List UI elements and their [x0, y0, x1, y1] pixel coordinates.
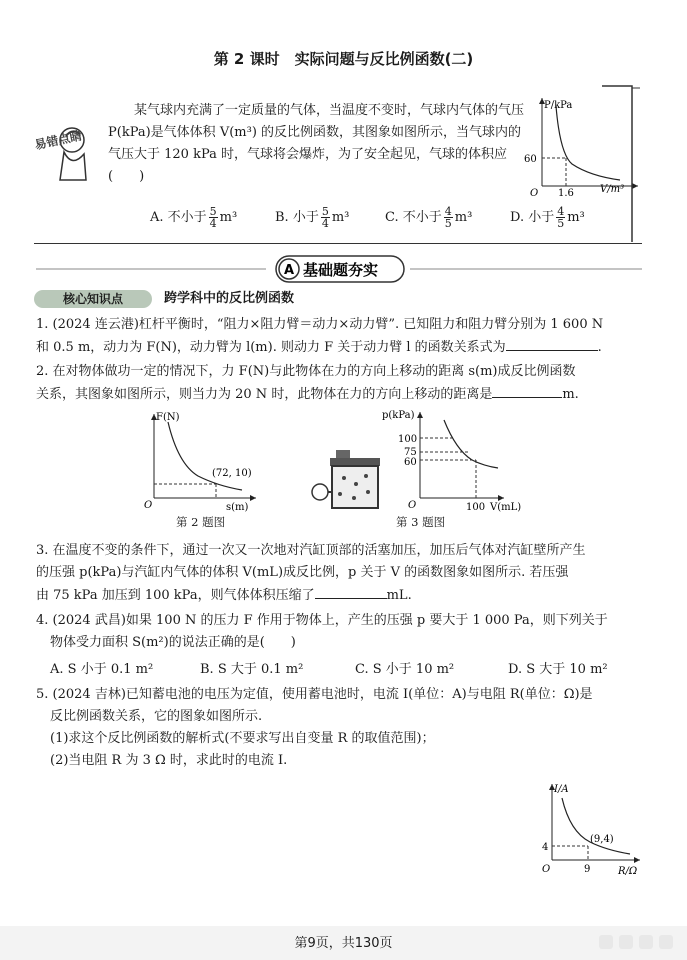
question-1: 1. (2024 连云港)杠杆平衡时，“阻力×阻力臂＝动力×动力臂”. 已知阻力和阻力臂分别为 1 600 N 和 0.5 m，动力为 F(N)，动力臂为 l(m). 则动力 F 关于动力臂 l 的函数关系式为 . — [36, 317, 604, 355]
pre-option-c: C. 不小于 $\frac{4}{5}$ m³ — [385, 205, 473, 230]
knowledge-point-title: 跨学科中的反比例函数 — [164, 291, 295, 306]
q4-option-c: C. S 小于 10 m² — [355, 662, 455, 677]
fig2-ylabel: F(N) — [156, 412, 180, 423]
page-indicator: 第9页，共130页 — [294, 936, 393, 951]
fig3-origin: O — [408, 500, 417, 511]
pre-graph-xlabel: V/m³ — [600, 184, 625, 195]
fig5-ylabel: I/A — [554, 784, 569, 795]
fig2-origin: O — [144, 500, 153, 511]
figure-2-graph — [138, 408, 268, 520]
fig5-xlabel: R/Ω — [618, 866, 638, 877]
q2-answer-blank[interactable] — [492, 383, 562, 398]
piston-cylinder-image — [310, 448, 388, 512]
section-badge: A — [284, 263, 295, 278]
figure-3-graph — [380, 408, 522, 520]
error-tip-badge — [30, 110, 100, 190]
pre-graph-origin: O — [530, 188, 539, 199]
pre-option-a: A. 不小于 $\frac{5}{4}$ m³ — [150, 205, 238, 230]
question-4: 4. (2024 武昌)如果 100 N 的压力 F 作用于物体上，产生的压强 p 要大于 1 000 Pa，则下列关于 物体受力面积 S(m²)的说法正确的是( ) — [36, 613, 608, 650]
pre-graph-ytick: 60 — [524, 154, 537, 165]
fig3-xlabel: V(mL) — [490, 502, 522, 513]
pre-option-d: D. 小于 $\frac{4}{5}$ m³ — [510, 205, 585, 230]
viewer-controls[interactable] — [593, 935, 673, 953]
q4-option-d: D. S 大于 10 m² — [508, 662, 608, 677]
fig3-ylabel: p(kPa) — [382, 410, 415, 421]
q1-answer-blank[interactable] — [506, 336, 598, 351]
thumbnail-icon[interactable] — [659, 935, 673, 949]
fig3-xtick: 100 — [466, 502, 486, 513]
fig2-xlabel: s(m) — [226, 502, 249, 513]
fig5-point: (9,4) — [590, 834, 614, 845]
figure-5-graph — [538, 780, 648, 878]
fig5-origin: O — [542, 864, 551, 875]
fig5-ytick: 4 — [542, 842, 549, 853]
fig5-xtick: 9 — [584, 864, 591, 875]
error-tip-label: 易错点睛 — [33, 128, 84, 153]
section-title: 基础题夯实 — [303, 261, 379, 279]
pre-graph-xtick: 1.6 — [558, 188, 574, 199]
q4-option-b: B. S 大于 0.1 m² — [200, 662, 304, 677]
question-5: 5. (2024 吉林)已知蓄电池的电压为定值，使用蓄电池时，电流 I(单位：A)与电阻 R(单位：Ω)是 反比例函数关系，它的图象如图所示. (1)求这个反比例函数的解析式(不要求写出自变量 R 的取值范围)； (2)当电阻 R 为 3 Ω 时，求此时的电流 I. — [36, 687, 593, 768]
pressure-gauge-icon — [312, 484, 328, 500]
fig2-point: (72, 10) — [212, 468, 252, 479]
question-2: 2. 在对物体做功一定的情况下，力 F(N)与此物体在力的方向上移动的距离 s(m)成反比例函数 关系，其图象如图所示，则当力为 20 N 时，此物体在力的方向上移动的距离是 m. — [36, 364, 579, 402]
thumbnail-icon[interactable] — [639, 935, 653, 949]
knowledge-point-tag: 核心知识点 — [34, 290, 152, 308]
thumbnail-icon[interactable] — [619, 935, 633, 949]
fig3-ytick-100: 100 — [398, 434, 418, 445]
pre-question-text: 某气球内充满了一定质量的气体，当温度不变时，气球内气体的气压 P(kPa)是气体体积 V(m³) 的反比例函数，其图象如图所示，当气球内的气压大于 120 kPa 时，气球将会爆炸，为了安全起见，气球的体积应( ) — [108, 103, 525, 184]
section-header — [0, 252, 687, 286]
q3-answer-blank[interactable] — [315, 584, 387, 599]
pre-box-bracket — [600, 84, 640, 244]
thumbnail-icon[interactable] — [599, 935, 613, 949]
pre-option-b: B. 小于 $\frac{5}{4}$ m³ — [275, 205, 350, 230]
fig3-caption: 第 3 题图 — [396, 515, 446, 529]
fig3-ytick-75: 75 — [404, 447, 417, 458]
knowledge-point-bar — [34, 290, 642, 308]
question-3: 3. 在温度不变的条件下，通过一次又一次地对汽缸顶部的活塞加压，加压后气体对汽缸壁所产生 的压强 p(kPa)与汽缸内气体的体积 V(mL)成反比例，p 关于 V 的函数图象如图所示. 若压强 由 75 kPa 加压到 100 kPa，则气体体积压缩了 mL. — [36, 543, 586, 603]
fig2-caption: 第 2 题图 — [176, 515, 226, 529]
page-title: 第 2 课时 实际问题与反比例函数(二) — [213, 50, 474, 68]
q4-option-a: A. S 小于 0.1 m² — [50, 662, 154, 677]
pre-graph-ylabel: P/kPa — [544, 100, 573, 111]
fig3-ytick-60: 60 — [404, 457, 417, 468]
